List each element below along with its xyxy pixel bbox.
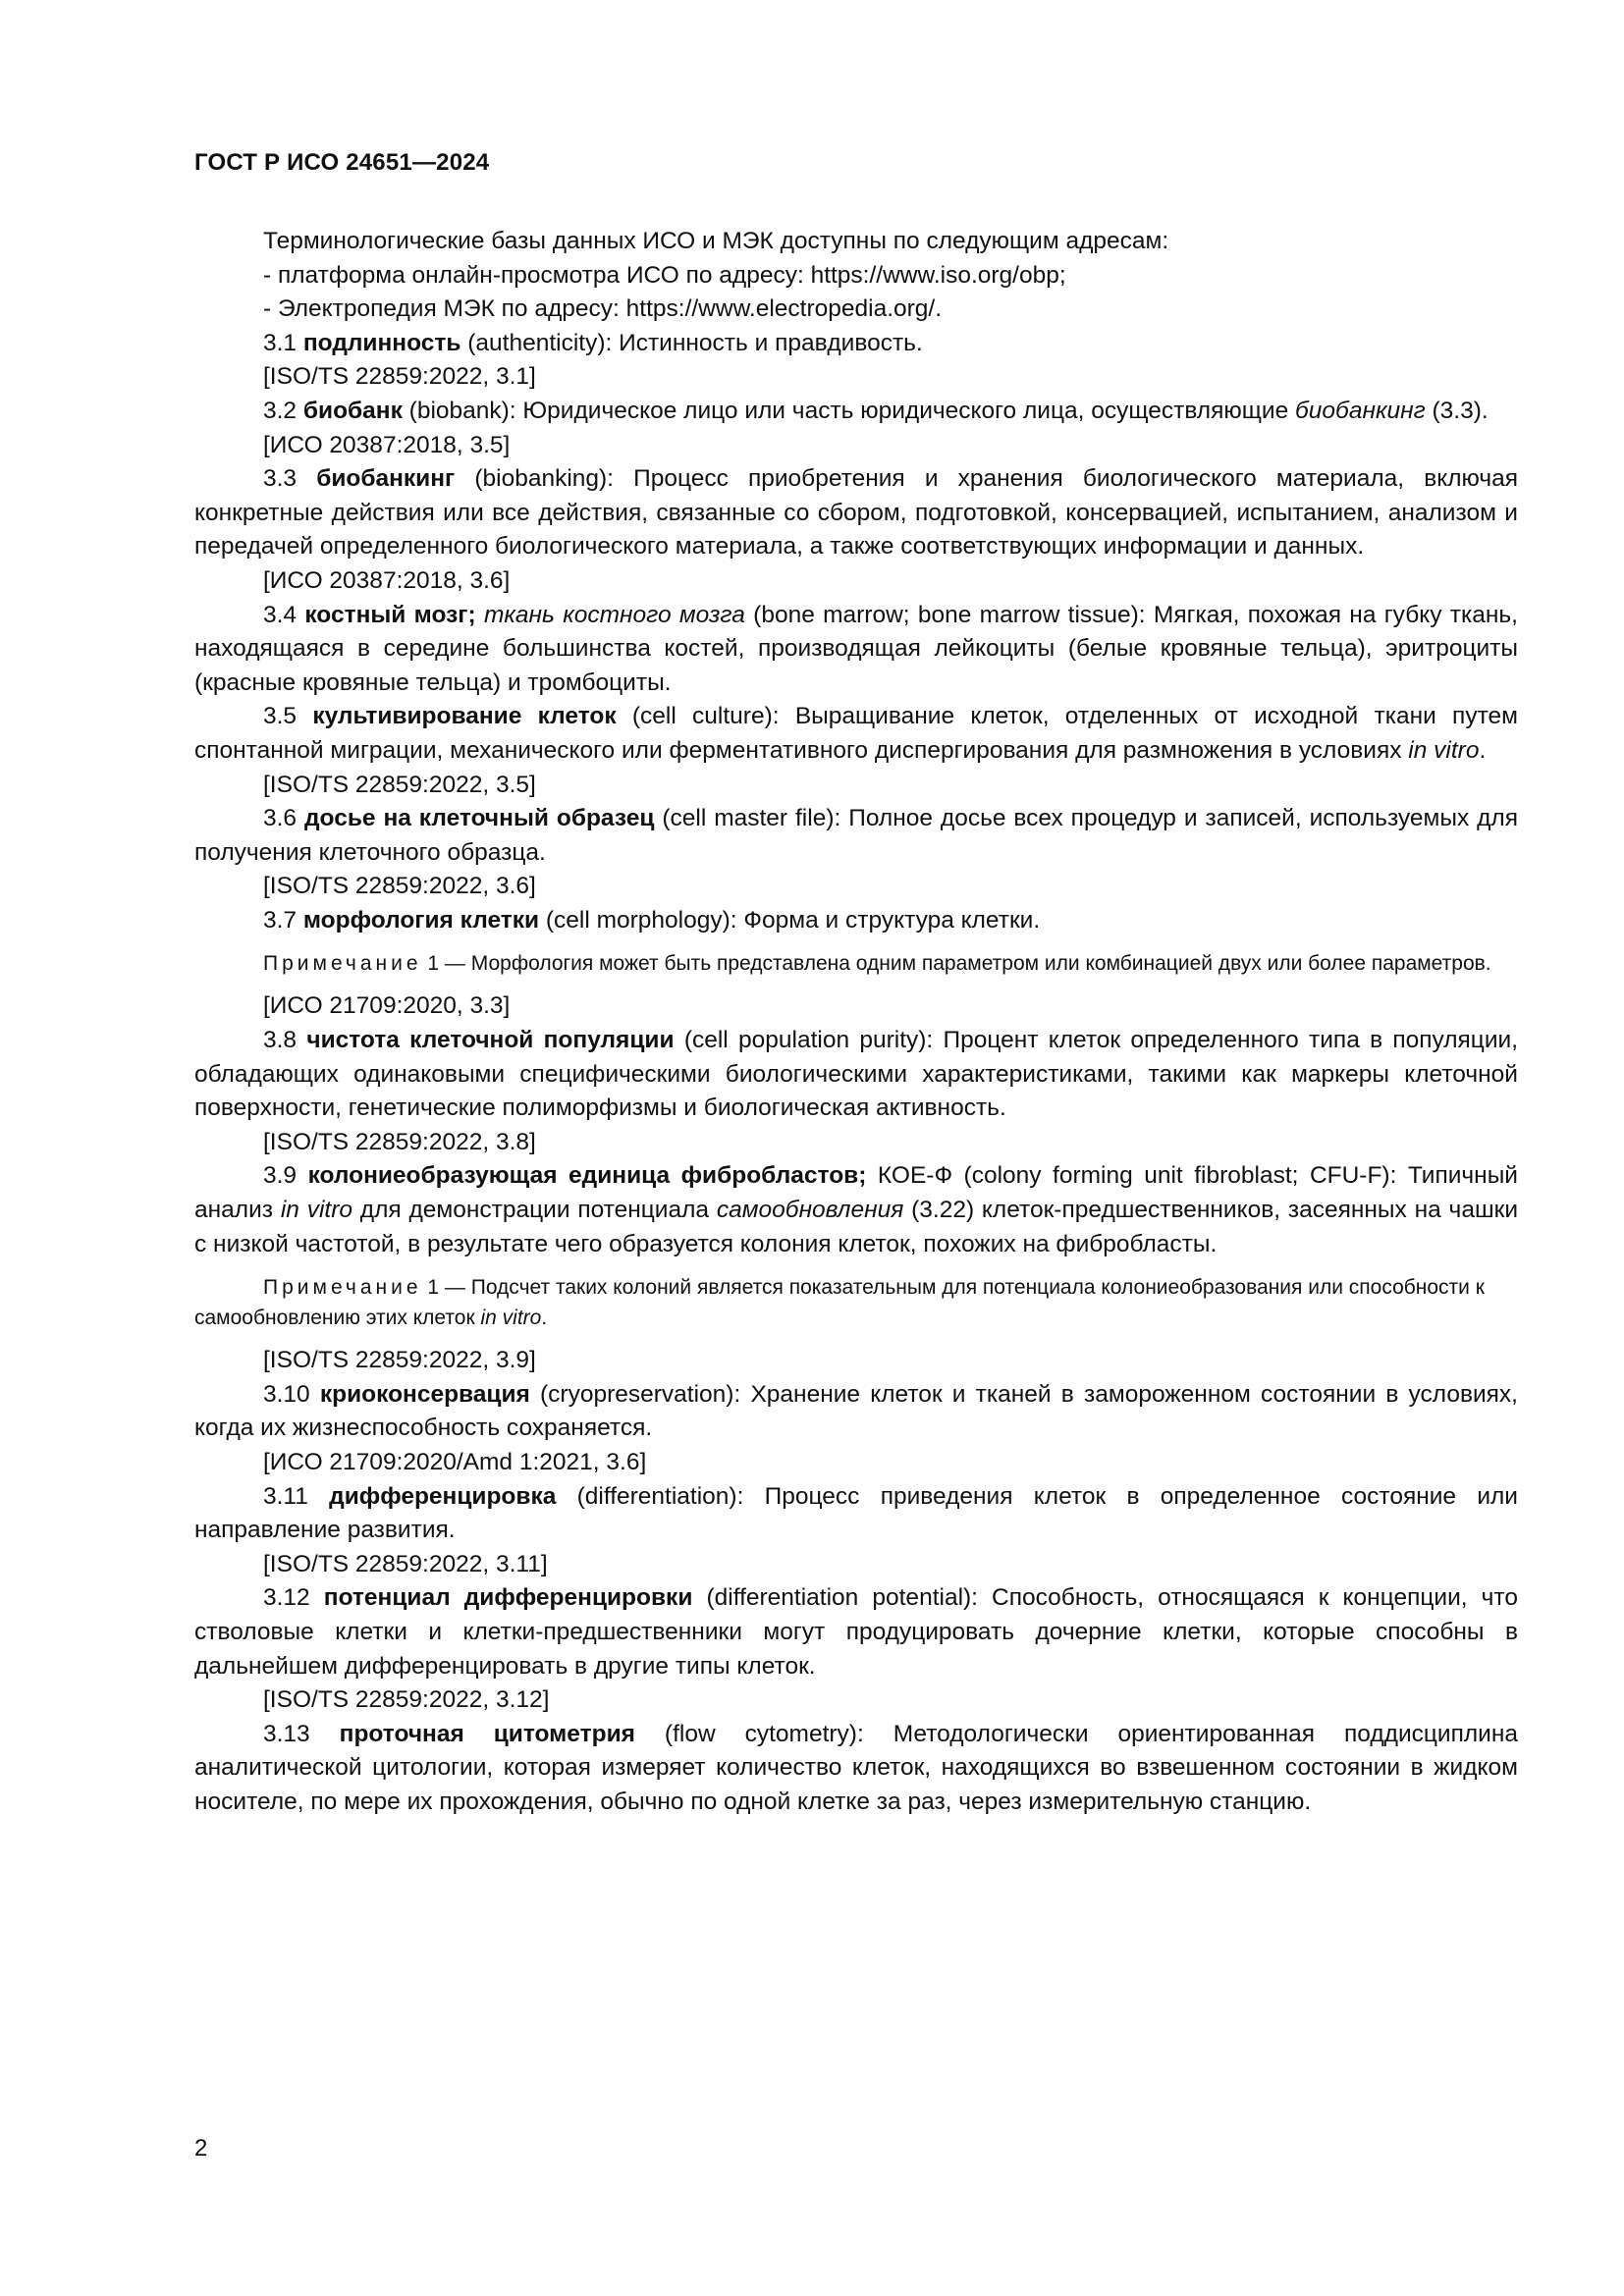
entry-number: 3.11	[263, 1482, 308, 1510]
entry-definition-tail: (3.22) клеток-предшественников, засеянных на чашки с низкой частотой, в результате чего образуется колония клеток, похожих на фибробласты.	[194, 1197, 1518, 1257]
entry-3-11	[194, 1480, 1518, 1548]
entry-definition: КОЕ-Ф (colony forming unit fibroblast; CFU-F): Типичный анализ	[194, 1162, 1518, 1224]
entry-number: 3.4	[263, 601, 298, 628]
entry-term: костный мозг;	[304, 601, 476, 628]
entry-3-10-source: [ИСО 21709:2020/Amd 1:2021, 3.6]	[263, 1449, 647, 1475]
entry-number: 3.7	[263, 906, 298, 934]
entry-term: потенциал дифференцировки	[323, 1584, 693, 1612]
entry-alt-term: ткань костного мозга	[483, 601, 745, 628]
note-text: 1 — Подсчет таких колоний является показательным для потенциала колониеобразования или способности к самообновлению этих клеток	[194, 1276, 1485, 1330]
entry-3-7-note	[194, 948, 1518, 979]
entry-3-1-source: [ISO/TS 22859:2022, 3.1]	[263, 363, 536, 391]
entry-number: 3.2	[263, 397, 298, 424]
entry-term: проточная цитометрия	[339, 1720, 635, 1747]
entry-3-8-source: [ISO/TS 22859:2022, 3.8]	[263, 1128, 536, 1155]
intro-item-iec: - Электропедия МЭК по адресу: https://www.electropedia.org/.	[263, 295, 943, 323]
entry-term: дифференцировка	[329, 1482, 557, 1510]
entry-definition: (authenticity): Истинность и правдивость.	[460, 329, 923, 356]
entry-number: 3.12	[263, 1584, 310, 1612]
entry-3-12-source: [ISO/TS 22859:2022, 3.12]	[263, 1686, 550, 1714]
entry-number: 3.1	[263, 329, 298, 356]
entry-3-2	[194, 395, 1518, 429]
entry-number: 3.9	[263, 1162, 298, 1190]
entry-3-9-source: [ISO/TS 22859:2022, 3.9]	[263, 1347, 536, 1374]
entry-3-4	[194, 599, 1518, 701]
entry-3-3-source: [ИСО 20387:2018, 3.6]	[263, 566, 511, 594]
document-body	[194, 225, 1518, 1820]
entry-3-3	[194, 462, 1518, 564]
entry-3-8	[194, 1024, 1518, 1126]
intro-line: Терминологические базы данных ИСО и МЭК доступны по следующим адресам:	[263, 228, 1169, 254]
entry-number: 3.5	[263, 703, 298, 730]
intro-item-iso: - платформа онлайн-просмотра ИСО по адресу: https://www.iso.org/obp;	[263, 261, 1066, 289]
document-header: ГОСТ Р ИСО 24651—2024	[194, 149, 490, 176]
entry-cross-reference: самообновления	[716, 1197, 904, 1224]
entry-number: 3.3	[263, 465, 298, 493]
entry-definition-mid: для демонстрации потенциала	[352, 1197, 717, 1224]
entry-definition: (differentiation): Процесс приведения клеток в определенное состояние или направление развития.	[194, 1482, 1518, 1544]
entry-definition: (biobanking): Процесс приобретения и хранения биологического материала, включая конкретные действия или все действия, связанные со сбором, подготовкой, консервацией, испытанием, анализом и передачей определенного биологического материала, а также соответствующих информации и данных.	[194, 465, 1518, 561]
entry-3-6-source: [ISO/TS 22859:2022, 3.6]	[263, 873, 536, 900]
in-vitro: in vitro	[1408, 736, 1480, 764]
in-vitro: in vitro	[280, 1197, 352, 1224]
entry-definition: (differentiation potential): Способность, относящаяся к концепции, что стволовые клетки и клетки-предшественники могут продуцировать дочерние клетки, которые способны в дальнейшем дифференцировать в другие типы клеток.	[194, 1584, 1518, 1680]
entry-definition: (cell master file): Полное досье всех процедур и записей, используемых для получения клеточного образца.	[194, 805, 1518, 866]
entry-term: колониеобразующая единица фибробластов;	[307, 1162, 867, 1190]
entry-3-13	[194, 1718, 1518, 1820]
entry-definition: (cell population purity): Процент клеток определенного типа в популяции, обладающих одинаковыми специфическими биологическими характеристиками, такими как маркеры клеточной поверхности, генетические полиморфизмы и биологическая активность.	[194, 1027, 1519, 1122]
entry-number: 3.8	[263, 1027, 298, 1054]
entry-cross-reference: биобанкинг	[1295, 397, 1426, 424]
entry-definition: (cell morphology): Форма и структура клетки.	[539, 906, 1041, 934]
entry-definition: (flow cytometry): Методологически ориентированная поддисциплина аналитической цитологии, которая измеряет количество клеток, находящихся во взвешенном состоянии в жидком носителе, по мере их прохождения, обычно по одной клетке за раз, через измерительную станцию.	[194, 1720, 1519, 1815]
entry-3-10	[194, 1378, 1518, 1446]
entry-3-6	[194, 802, 1518, 870]
page-number: 2	[194, 2135, 208, 2162]
in-vitro: in vitro	[480, 1307, 542, 1330]
entry-number: 3.10	[263, 1380, 310, 1408]
entry-3-7	[194, 904, 1518, 938]
entry-3-1	[194, 327, 1518, 361]
entry-definition: (cell culture): Выращивание клеток, отделенных от исходной ткани путем спонтанной миграции, механического или ферментативного диспергирования для размножения в условиях	[194, 703, 1518, 764]
entry-term: культивирование клеток	[312, 703, 617, 730]
entry-term: подлинность	[302, 329, 461, 356]
entry-3-11-source: [ISO/TS 22859:2022, 3.11]	[263, 1550, 548, 1577]
entry-number: 3.6	[263, 805, 298, 832]
entry-term: биобанк	[302, 397, 403, 424]
entry-term: криоконсервация	[319, 1380, 530, 1408]
entry-3-5-source: [ISO/TS 22859:2022, 3.5]	[263, 771, 536, 798]
entry-3-5	[194, 700, 1518, 768]
entry-definition: (biobank): Юридическое лицо или часть юридического лица, осуществляющие	[402, 397, 1296, 424]
note-label: Примечание	[263, 952, 422, 976]
entry-definition-tail: .	[1479, 736, 1487, 764]
entry-3-2-source: [ИСО 20387:2018, 3.5]	[263, 431, 511, 458]
entry-term: биобанкинг	[316, 465, 456, 493]
entry-3-9	[194, 1159, 1518, 1261]
entry-term: чистота клеточной популяции	[306, 1027, 675, 1054]
entry-term: досье на клеточный образец	[304, 805, 655, 832]
entry-3-12	[194, 1581, 1518, 1683]
entry-3-9-note	[194, 1272, 1518, 1333]
entry-definition: (bone marrow; bone marrow tissue): Мягкая, похожая на губку ткань, находящаяся в середине большинства костей, производящая лейкоциты (белые кровяные тельца), эритроциты (красные кровяные тельца) и тромбоциты.	[194, 601, 1518, 696]
entry-definition: (cryopreservation): Хранение клеток и тканей в замороженном состоянии в условиях, когда их жизнеспособность сохраняется.	[194, 1380, 1518, 1442]
entry-term: морфология клетки	[302, 906, 540, 934]
entry-3-7-source: [ИСО 21709:2020, 3.3]	[263, 992, 511, 1020]
note-tail: .	[541, 1307, 548, 1330]
entry-definition-tail: (3.3).	[1425, 397, 1489, 424]
note-label: Примечание	[263, 1276, 422, 1300]
note-text: 1 — Морфология может быть представлена одним параметром или комбинацией двух или более параметров.	[421, 952, 1491, 976]
entry-number: 3.13	[263, 1720, 310, 1747]
